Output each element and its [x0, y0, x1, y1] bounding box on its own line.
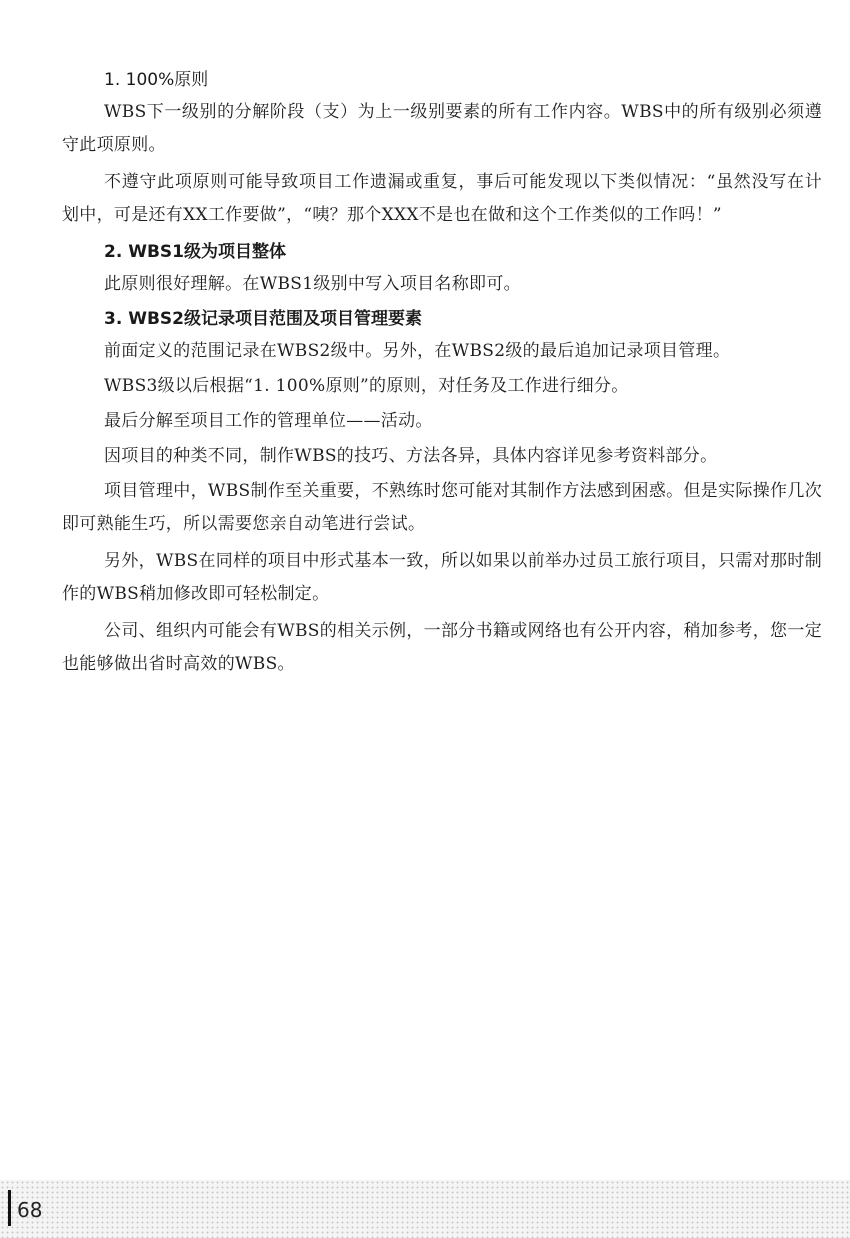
- paragraph: 前面定义的范围记录在WBS2级中。另外，在WBS2级的最后追加记录项目管理。: [104, 341, 731, 361]
- paragraph: WBS下一级别的分解阶段（支）为上一级别要素的所有工作内容。WBS中的所有级别必须遵守此项原则。: [62, 102, 822, 155]
- page-number: 68: [17, 1198, 43, 1222]
- paragraph: 另外，WBS在同样的项目中形式基本一致，所以如果以前举办过员工旅行项目，只需对那时制作的WBS稍加修改即可轻松制定。: [62, 551, 822, 604]
- page-number-marker: [8, 1190, 11, 1226]
- page-content: [62, 64, 822, 685]
- paragraph: 公司、组织内可能会有WBS的相关示例，一部分书籍或网络也有公开内容，稍加参考，您一定也能够做出省时高效的WBS。: [62, 621, 822, 674]
- section-heading-wbs-level-1: 2. WBS1级为项目整体: [104, 242, 286, 262]
- section-heading-wbs-level-2: 3. WBS2级记录项目范围及项目管理要素: [104, 309, 422, 329]
- footer-dot-pattern: [0, 1180, 850, 1238]
- paragraph: 此原则很好理解。在WBS1级别中写入项目名称即可。: [104, 274, 521, 294]
- paragraph: 因项目的种类不同，制作WBS的技巧、方法各异，具体内容详见参考资料部分。: [104, 446, 718, 466]
- section-heading-100-percent-rule: 1. 100%原则: [104, 70, 209, 90]
- paragraph: WBS3级以后根据“1. 100%原则”的原则，对任务及工作进行细分。: [104, 376, 629, 396]
- paragraph: 不遵守此项原则可能导致项目工作遗漏或重复，事后可能发现以下类似情况：“虽然没写在计划中，可是还有XX工作要做”，“咦？那个XXX不是也在做和这个工作类似的工作吗！”: [62, 172, 822, 225]
- paragraph: 项目管理中，WBS制作至关重要，不熟练时您可能对其制作方法感到困惑。但是实际操作几次即可熟能生巧，所以需要您亲自动笔进行尝试。: [62, 481, 822, 534]
- paragraph: 最后分解至项目工作的管理单位——活动。: [104, 411, 433, 431]
